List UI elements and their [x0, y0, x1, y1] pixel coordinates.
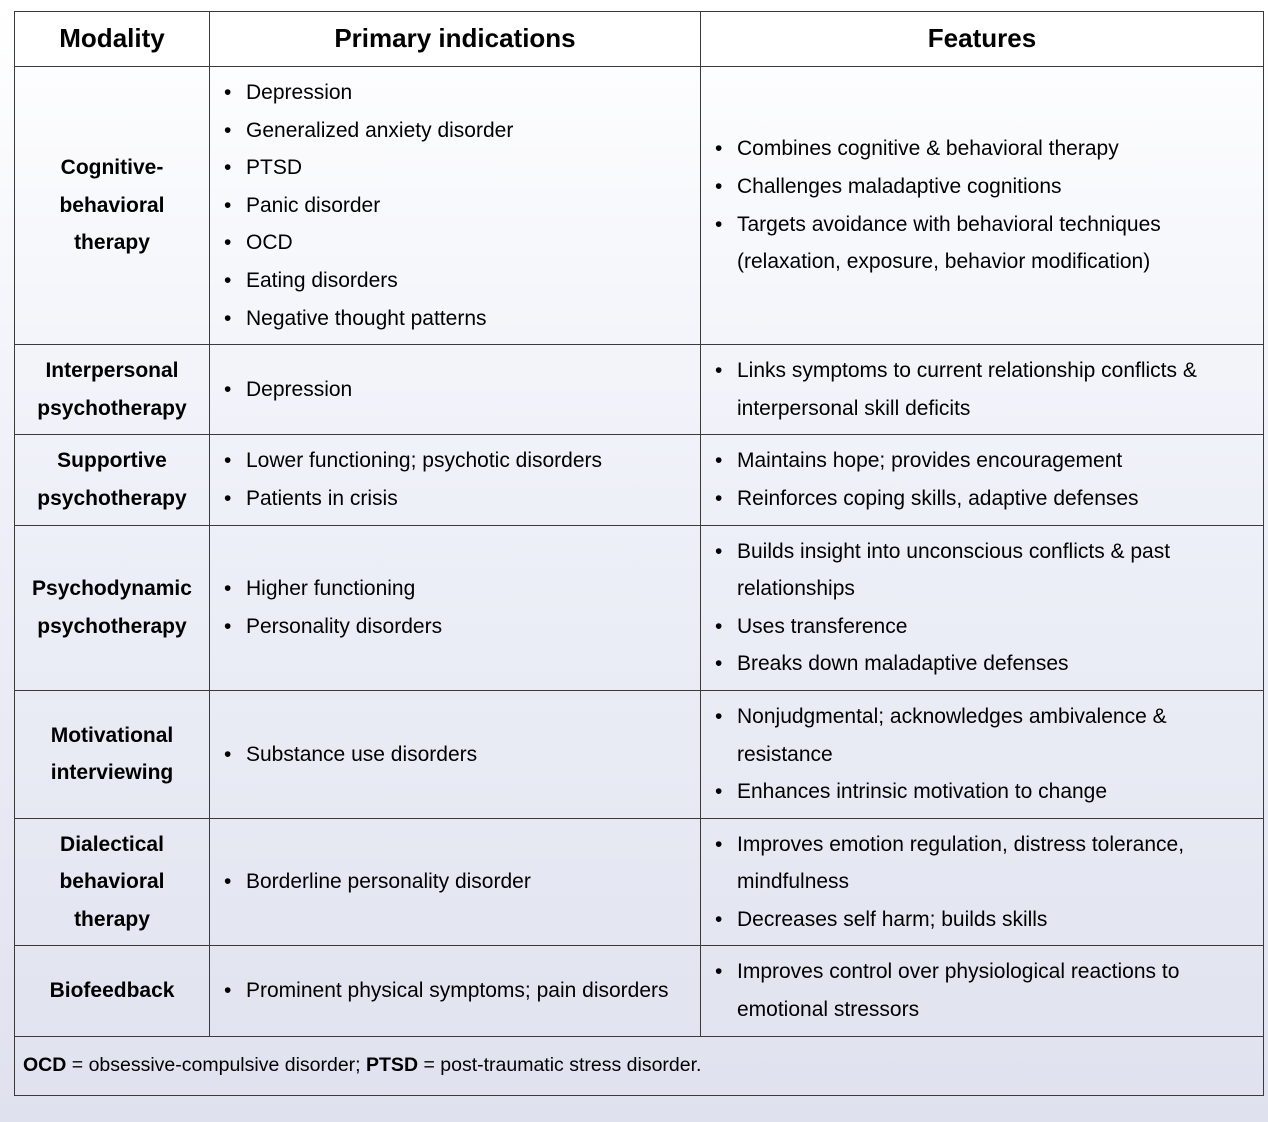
modality-cell — [15, 345, 210, 435]
indications-list — [224, 442, 688, 517]
features-list — [715, 533, 1251, 683]
footnote-def-ptsd: = post-traumatic stress disorder. — [418, 1053, 702, 1076]
modality-name-line: psychotherapy — [37, 486, 187, 510]
indications-list — [224, 972, 688, 1010]
modality-name-line: behavioral — [59, 193, 165, 217]
indication-item: • Prominent physical symptoms; pain disorders — [246, 972, 688, 1010]
table-body — [15, 67, 1264, 1037]
indications-cell — [210, 345, 701, 435]
footnote-def-ocd: = obsessive-compulsive disorder; — [66, 1053, 367, 1076]
feature-item: • Nonjudgmental; acknowledges ambivalence & resistance — [737, 698, 1251, 773]
indication-item: • Depression — [246, 371, 688, 409]
modality-name-line: Cognitive- — [60, 156, 164, 180]
table-row — [15, 690, 1264, 818]
modality-name-line: therapy — [74, 907, 150, 931]
header-modality: Modality — [15, 12, 210, 67]
indication-item: • Lower functioning; psychotic disorders — [246, 442, 688, 480]
features-cell — [701, 345, 1264, 435]
indications-list — [224, 371, 688, 409]
modality-name-line: Psychodynamic — [32, 577, 192, 601]
features-list — [715, 442, 1251, 517]
footnote — [15, 1036, 1264, 1095]
indication-item: • Depression — [246, 74, 688, 112]
feature-item: • Challenges maladaptive cognitions — [737, 168, 1251, 206]
modality-name-line: Dialectical — [60, 832, 164, 856]
features-list — [715, 953, 1251, 1028]
header-indications: Primary indications — [210, 12, 701, 67]
table-row — [15, 818, 1264, 946]
footnote-abbr-ocd: OCD — [23, 1053, 67, 1076]
modality-name-line: Motivational — [50, 723, 174, 747]
indication-item: • Borderline personality disorder — [246, 863, 688, 901]
indication-item: • OCD — [246, 224, 688, 262]
footnote-abbr-ptsd: PTSD — [366, 1053, 419, 1076]
features-cell — [701, 946, 1264, 1036]
footnote-row — [15, 1036, 1264, 1095]
indication-item: • Panic disorder — [246, 187, 688, 225]
indication-item: • PTSD — [246, 149, 688, 187]
features-cell — [701, 435, 1264, 525]
modality-name-line: Interpersonal — [45, 359, 179, 383]
feature-item: • Improves control over physiological reactions to emotional stressors — [737, 953, 1251, 1028]
feature-item: • Reinforces coping skills, adaptive defenses — [737, 480, 1251, 518]
indications-cell — [210, 435, 701, 525]
modality-cell — [15, 946, 210, 1036]
modality-cell — [15, 67, 210, 345]
table-row — [15, 435, 1264, 525]
modality-cell — [15, 525, 210, 690]
indication-item: • Generalized anxiety disorder — [246, 112, 688, 150]
indication-item: • Higher functioning — [246, 570, 688, 608]
modality-name-line: psychotherapy — [37, 614, 187, 638]
features-cell — [701, 525, 1264, 690]
table-row — [15, 946, 1264, 1036]
indications-list — [224, 74, 688, 337]
features-list — [715, 826, 1251, 939]
modality-name-line: interviewing — [50, 761, 174, 785]
features-cell — [701, 690, 1264, 818]
indications-list — [224, 570, 688, 645]
feature-item: • Improves emotion regulation, distress tolerance, mindfulness — [737, 826, 1251, 901]
features-cell — [701, 67, 1264, 345]
modality-name-line: Supportive — [57, 449, 167, 473]
features-list — [715, 698, 1251, 811]
indications-cell — [210, 67, 701, 345]
modality-cell — [15, 690, 210, 818]
indication-item: • Eating disorders — [246, 262, 688, 300]
indication-item: • Substance use disorders — [246, 736, 688, 774]
feature-item: • Targets avoidance with behavioral techniques (relaxation, exposure, behavior modification) — [737, 206, 1251, 281]
features-cell — [701, 818, 1264, 946]
psychotherapy-table — [14, 11, 1264, 1096]
header-row — [15, 12, 1264, 67]
indication-item: • Negative thought patterns — [246, 300, 688, 338]
modality-cell — [15, 818, 210, 946]
modality-name-line: behavioral — [59, 870, 165, 894]
indications-cell — [210, 946, 701, 1036]
indications-list — [224, 863, 688, 901]
feature-item: • Combines cognitive & behavioral therapy — [737, 130, 1251, 168]
modality-cell — [15, 435, 210, 525]
indications-list — [224, 736, 688, 774]
feature-item: • Maintains hope; provides encouragement — [737, 442, 1251, 480]
feature-item: • Builds insight into unconscious conflicts & past relationships — [737, 533, 1251, 608]
features-list — [715, 130, 1251, 280]
modality-name-line: therapy — [74, 231, 150, 255]
feature-item: • Uses transference — [737, 608, 1251, 646]
table-row — [15, 345, 1264, 435]
indications-cell — [210, 690, 701, 818]
feature-item: • Decreases self harm; builds skills — [737, 901, 1251, 939]
indications-cell — [210, 525, 701, 690]
feature-item: • Breaks down maladaptive defenses — [737, 645, 1251, 683]
modality-name-line: Biofeedback — [49, 979, 175, 1003]
modality-name-line: psychotherapy — [37, 396, 187, 420]
table-row — [15, 67, 1264, 345]
features-list — [715, 352, 1251, 427]
feature-item: • Enhances intrinsic motivation to change — [737, 773, 1251, 811]
indication-item: • Personality disorders — [246, 608, 688, 646]
feature-item: • Links symptoms to current relationship conflicts & interpersonal skill deficits — [737, 352, 1251, 427]
header-features: Features — [701, 12, 1264, 67]
table-row — [15, 525, 1264, 690]
indication-item: • Patients in crisis — [246, 480, 688, 518]
indications-cell — [210, 818, 701, 946]
